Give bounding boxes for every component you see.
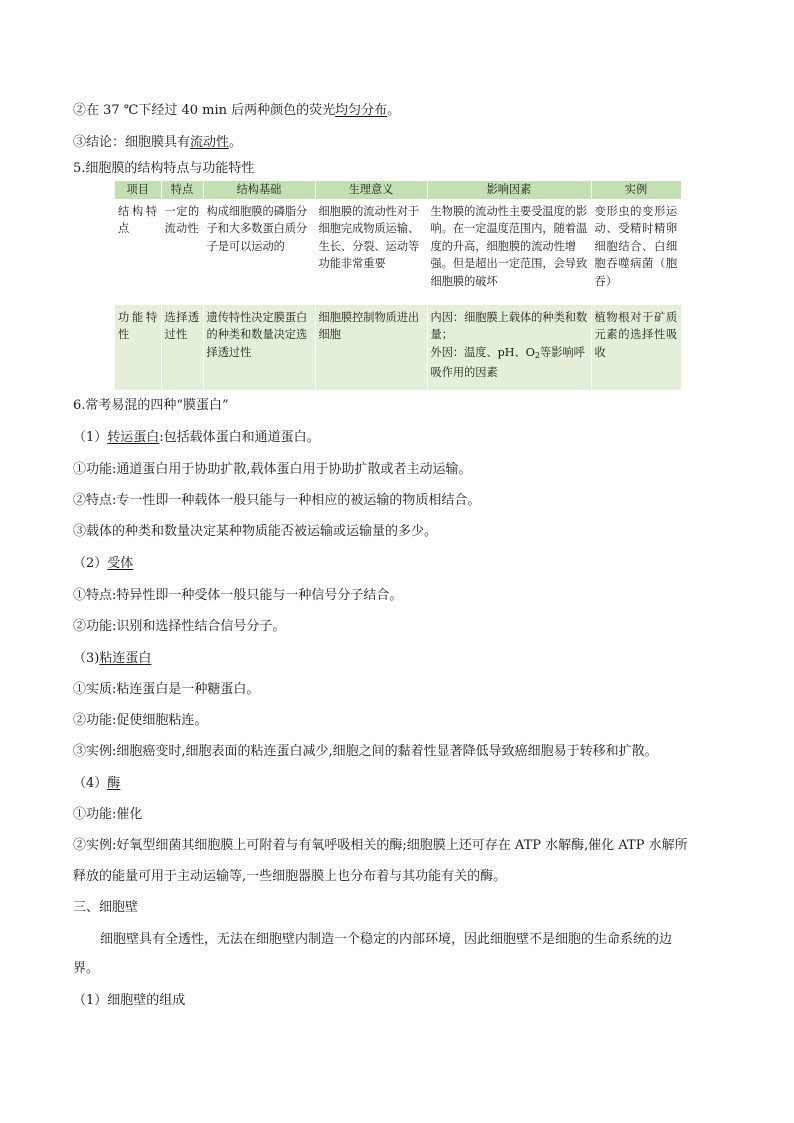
paragraph-line: ②实例:好氧型细菌其细胞膜上可附着与有氧呼吸相关的酶;细胞膜上还可存在 ATP 水解酶,催化 ATP 水解所 bbox=[73, 838, 688, 853]
fluorescence-result-line: ②在 37 ℃下经过 40 min 后两种颜色的荧光均匀分布。 bbox=[73, 103, 401, 118]
paragraph-line: 界。 bbox=[73, 961, 100, 976]
underlined-term: 转运蛋白 bbox=[107, 430, 160, 445]
table-cell: 选择透过性 bbox=[161, 305, 203, 390]
paragraph-line: ②功能:促使细胞粘连。 bbox=[73, 713, 208, 728]
header-cell: 实例 bbox=[591, 181, 681, 199]
paragraph-line: ③实例:细胞癌变时,细胞表面的粘连蛋白减少,细胞之间的黏着性显著降低导致癌细胞易于转移和扩散。 bbox=[73, 744, 658, 759]
paragraph-line: ①功能:催化 bbox=[73, 807, 143, 822]
underlined-term: 受体 bbox=[107, 556, 134, 571]
table-cell: 构成细胞膜的磷脂分子和大多数蛋白质分子是可以运动的 bbox=[203, 199, 315, 305]
header-cell: 项目 bbox=[115, 181, 161, 199]
header-cell: 结构基础 bbox=[203, 181, 315, 199]
subheading-enzyme: （4）酶 bbox=[73, 776, 121, 791]
conclusion-line: ③结论：细胞膜具有流动性。 bbox=[73, 135, 243, 150]
subheading-transport-protein: （1）转运蛋白:包括载体蛋白和通道蛋白。 bbox=[73, 430, 320, 445]
table-cell: 细胞膜控制物质进出细胞 bbox=[315, 305, 427, 390]
underlined-term: 均匀分布 bbox=[335, 103, 388, 118]
table-cell: 细胞膜的流动性对于细胞完成物质运输、生长、分裂、运动等功能非常重要 bbox=[315, 199, 427, 305]
subheading-adhesion-protein: （3)粘连蛋白 bbox=[73, 651, 152, 666]
paragraph-line: 释放的能量可用于主动运输等,一些细胞器膜上也分布着与其功能有关的酶。 bbox=[73, 869, 507, 884]
subheading-receptor: （2）受体 bbox=[73, 556, 134, 571]
table-cell: 功能特性 bbox=[115, 305, 161, 390]
table-cell: 变形虫的变形运动、受精时精卵细胞结合、白细胞吞噬病菌（胞吞） bbox=[591, 199, 681, 305]
table-cell: 遗传特性决定膜蛋白的种类和数量决定选择透过性 bbox=[203, 305, 315, 390]
table-cell: 结构特点 bbox=[115, 199, 161, 305]
underlined-term: 流动性 bbox=[190, 135, 230, 150]
table-row bbox=[115, 199, 681, 305]
membrane-properties-table bbox=[115, 181, 682, 390]
paragraph-line: ②功能:识别和选择性结合信号分子。 bbox=[73, 619, 286, 634]
table-cell: 植物根对于矿质元素的选择性吸收 bbox=[591, 305, 681, 390]
paragraph-line: ①功能:通道蛋白用于协助扩散,载体蛋白用于协助扩散或者主动运输。 bbox=[73, 462, 472, 477]
header-cell: 影响因素 bbox=[427, 181, 591, 199]
section-heading-cell-wall: 三、细胞壁 bbox=[73, 900, 139, 915]
subheading-cell-wall-composition: （1）细胞壁的组成 bbox=[73, 993, 186, 1008]
underlined-term: 粘连蛋白 bbox=[99, 651, 152, 666]
section-heading-6: 6.常考易混的四种“膜蛋白” bbox=[73, 398, 229, 413]
table-cell: 内因：细胞膜上载体的种类和数量； 外因：温度、pH、$O_2$等影响呼吸作用的因素 bbox=[427, 305, 591, 390]
paragraph-line: ③载体的种类和数量决定某种物质能否被运输或运输量的多少。 bbox=[73, 524, 438, 539]
paragraph-line: ②特点:专一性即一种载体一般只能与一种相应的被运输的物质相结合。 bbox=[73, 493, 481, 508]
table-header-row bbox=[115, 181, 681, 199]
header-cell: 特点 bbox=[161, 181, 203, 199]
table-row bbox=[115, 305, 681, 390]
paragraph-line: ①特点:特异性即一种受体一般只能与一种信号分子结合。 bbox=[73, 588, 403, 603]
paragraph-line: ①实质:粘连蛋白是一种糖蛋白。 bbox=[73, 682, 260, 697]
underlined-term: 酶 bbox=[107, 776, 121, 791]
table-cell: 一定的流动性 bbox=[161, 199, 203, 305]
table-cell: 生物膜的流动性主要受温度的影响。在一定温度范围内，随着温度的升高，细胞膜的流动性增强。但是超出一定范围，会导致细胞膜的破坏 bbox=[427, 199, 591, 305]
section-heading-5: 5.细胞膜的结构特点与功能特性 bbox=[73, 161, 255, 176]
header-cell: 生理意义 bbox=[315, 181, 427, 199]
paragraph-line: 细胞壁具有全透性，无法在细胞壁内制造一个稳定的内部环境，因此细胞壁不是细胞的生命系统的边 bbox=[100, 932, 673, 947]
